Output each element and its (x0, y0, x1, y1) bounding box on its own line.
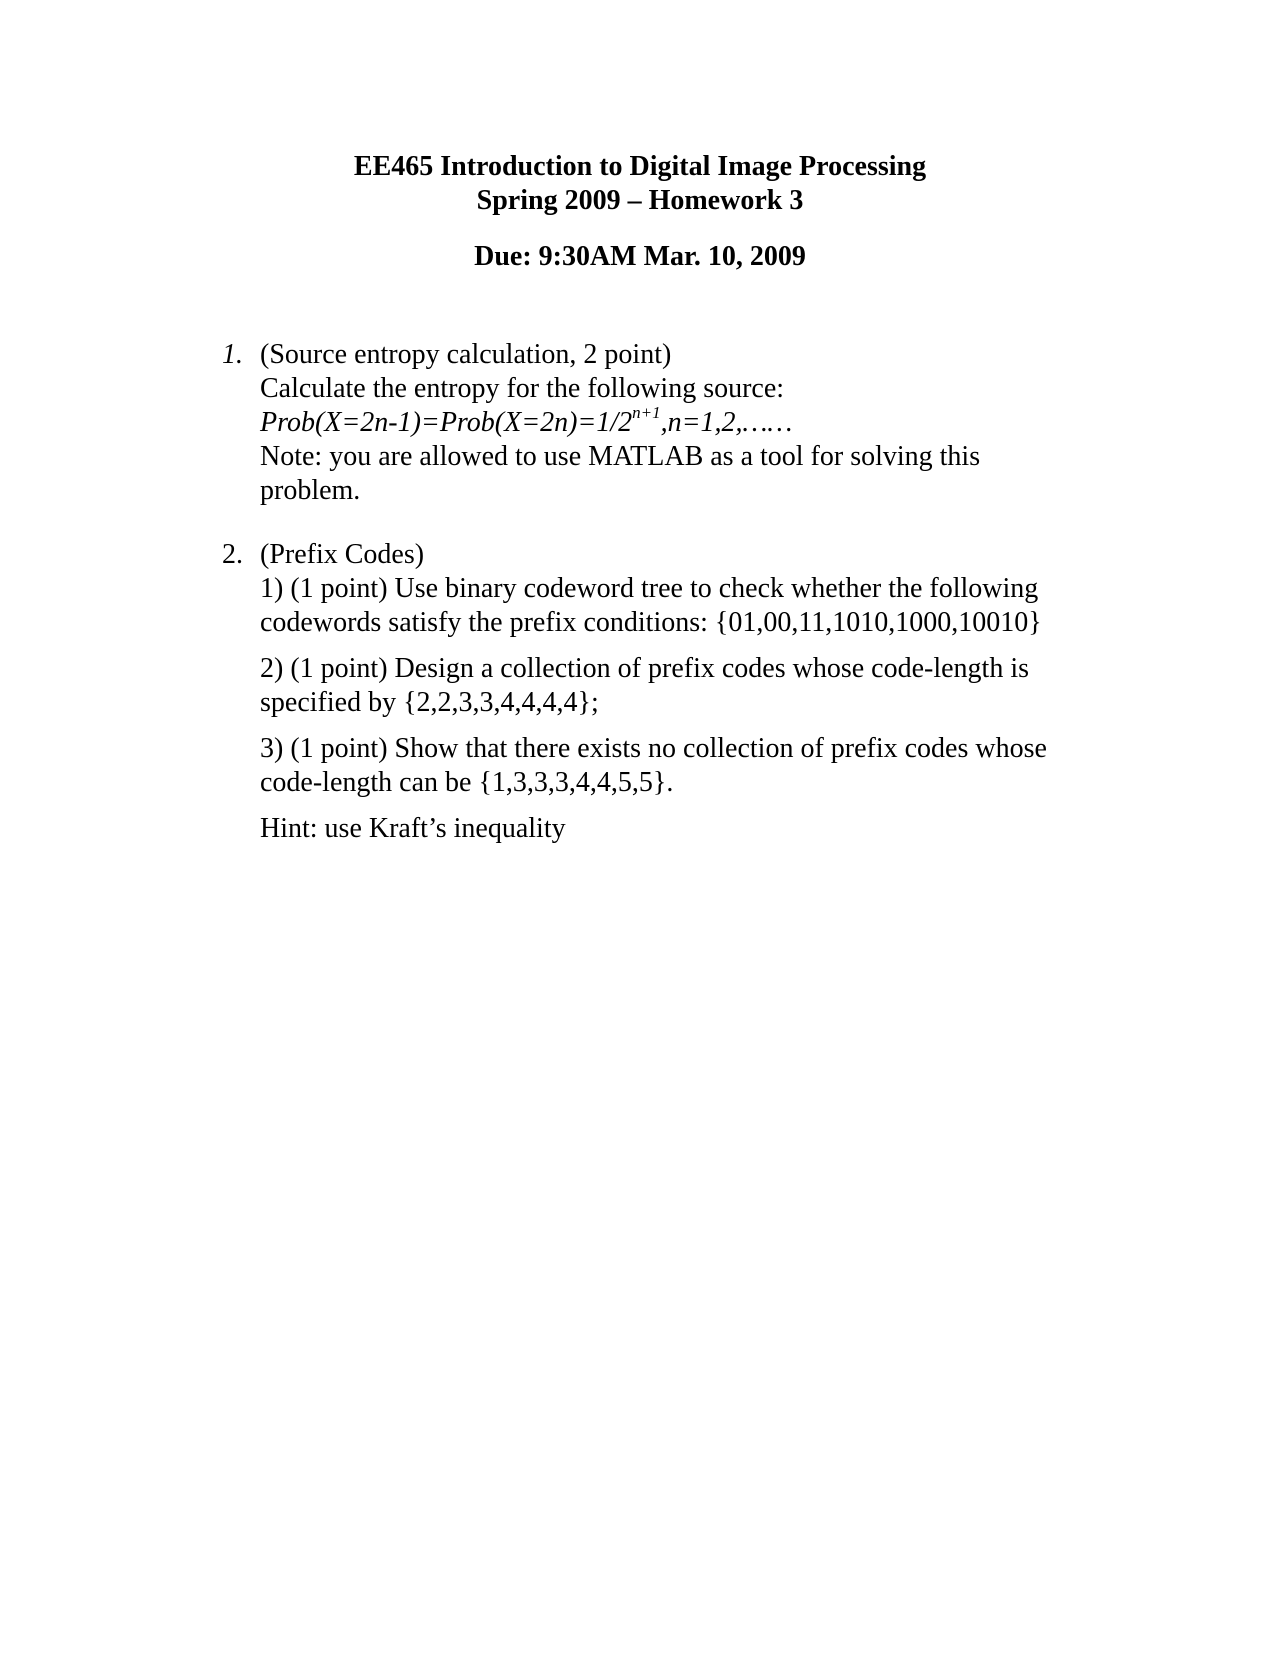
homework-title: Spring 2009 – Homework 3 (476, 185, 804, 216)
problem-2-hint: Hint: use Kraft’s inequality (260, 813, 566, 844)
problem-1-instruction: Calculate the entropy for the following source: (260, 373, 785, 404)
problem-2-title: (Prefix Codes) (260, 539, 425, 570)
problem-2-part3-line2: code-length can be {1,3,3,3,4,4,5,5}. (260, 767, 674, 798)
problem-2-part1-line1: 1) (1 point) Use binary codeword tree to check whether the following (260, 573, 1039, 604)
problem-2-part2-line2: specified by {2,2,3,3,4,4,4,4}; (260, 687, 599, 718)
problem-1-formula (260, 403, 793, 439)
problem-2-part2-line1: 2) (1 point) Design a collection of prefix codes whose code-length is (260, 653, 1030, 684)
problem-2-part1-line2: codewords satisfy the prefix conditions: {01,00,11,1010,1000,10010} (260, 607, 1042, 638)
formula-exponent: n+1 (632, 403, 661, 422)
problem-1-note-line1: Note: you are allowed to use MATLAB as a tool for solving this (260, 441, 981, 472)
formula-prefix: Prob(X=2n-1)=Prob(X=2n)=1/2 (260, 407, 633, 438)
course-title: EE465 Introduction to Digital Image Processing (353, 151, 927, 182)
formula-suffix: ,n=1,2,…… (660, 407, 793, 438)
problem-2-number: 2. (222, 539, 243, 570)
due-date: Due: 9:30AM Mar. 10, 2009 (474, 241, 806, 272)
problem-2-part3-line1: 3) (1 point) Show that there exists no collection of prefix codes whose (260, 733, 1047, 764)
problem-1-title: (Source entropy calculation, 2 point) (260, 339, 672, 370)
problem-1-note-line2: problem. (260, 475, 361, 506)
problem-1-number: 1. (222, 339, 243, 370)
